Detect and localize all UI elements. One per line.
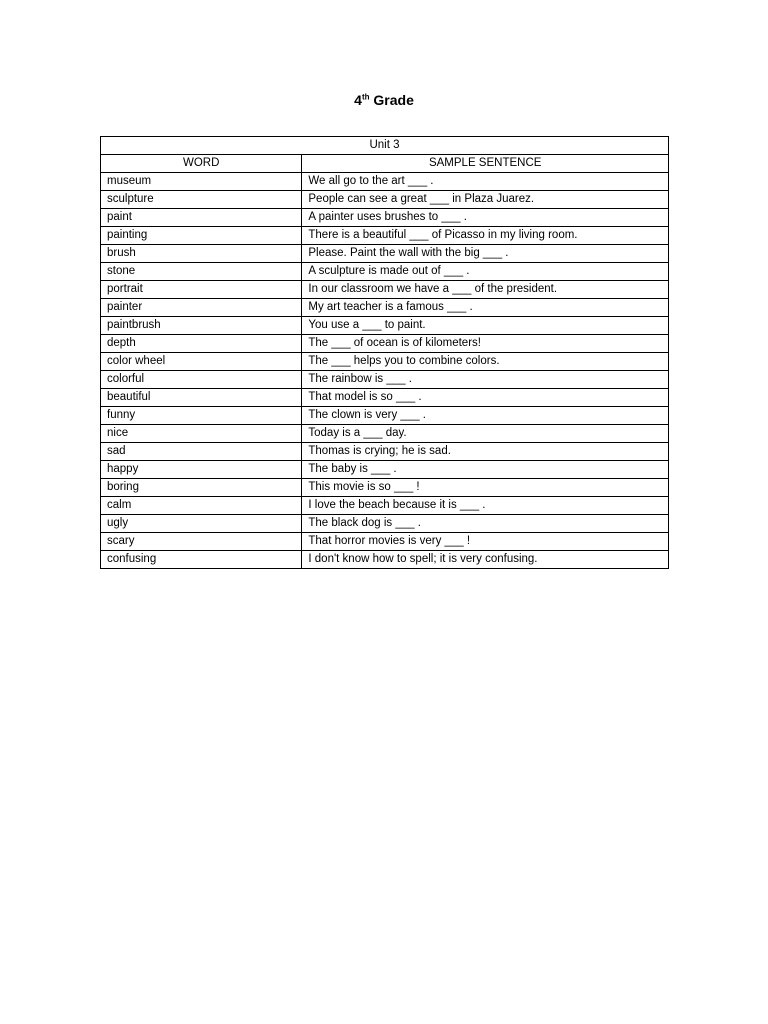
table-row [101, 443, 669, 461]
sentence-cell: The black dog is ___ . [302, 515, 669, 533]
table-row [101, 173, 669, 191]
table-row [101, 317, 669, 335]
table-row [101, 209, 669, 227]
word-cell: sculpture [101, 191, 302, 209]
word-cell: confusing [101, 551, 302, 569]
word-cell: ugly [101, 515, 302, 533]
sentence-cell: In our classroom we have a ___ of the president. [302, 281, 669, 299]
word-cell: calm [101, 497, 302, 515]
word-cell: painting [101, 227, 302, 245]
word-cell: brush [101, 245, 302, 263]
sentence-cell: I love the beach because it is ___ . [302, 497, 669, 515]
table-row [101, 479, 669, 497]
word-cell: boring [101, 479, 302, 497]
sentence-cell: The clown is very ___ . [302, 407, 669, 425]
word-cell: depth [101, 335, 302, 353]
sentence-cell: The baby is ___ . [302, 461, 669, 479]
table-row [101, 335, 669, 353]
table-row [101, 281, 669, 299]
table-row [101, 461, 669, 479]
sentence-cell: Thomas is crying; he is sad. [302, 443, 669, 461]
sentence-cell: This movie is so ___ ! [302, 479, 669, 497]
word-cell: beautiful [101, 389, 302, 407]
sentence-cell: There is a beautiful ___ of Picasso in my living room. [302, 227, 669, 245]
column-header-row [101, 155, 669, 173]
word-cell: funny [101, 407, 302, 425]
table-row [101, 389, 669, 407]
table-row [101, 245, 669, 263]
sentence-cell: That model is so ___ . [302, 389, 669, 407]
unit-header: Unit 3 [101, 137, 669, 155]
sentence-cell: A sculpture is made out of ___ . [302, 263, 669, 281]
table-row [101, 191, 669, 209]
title-ordinal: th [361, 92, 370, 102]
sentence-cell: That horror movies is very ___ ! [302, 533, 669, 551]
table-row [101, 515, 669, 533]
word-cell: happy [101, 461, 302, 479]
sentence-cell: I don't know how to spell; it is very confusing. [302, 551, 669, 569]
table-row [101, 299, 669, 317]
table-row [101, 551, 669, 569]
word-cell: color wheel [101, 353, 302, 371]
page-title [0, 92, 768, 108]
vocabulary-table [100, 136, 669, 569]
table-row [101, 371, 669, 389]
table-row [101, 353, 669, 371]
word-cell: stone [101, 263, 302, 281]
sentence-cell: A painter uses brushes to ___ . [302, 209, 669, 227]
sentence-cell: The ___ of ocean is of kilometers! [302, 335, 669, 353]
word-cell: sad [101, 443, 302, 461]
table-row [101, 227, 669, 245]
sentence-cell: We all go to the art ___ . [302, 173, 669, 191]
table-row [101, 263, 669, 281]
sentence-cell: People can see a great ___ in Plaza Juarez. [302, 191, 669, 209]
sentence-cell: The rainbow is ___ . [302, 371, 669, 389]
word-cell: paintbrush [101, 317, 302, 335]
sentence-cell: My art teacher is a famous ___ . [302, 299, 669, 317]
word-column-header: WORD [101, 155, 302, 173]
sentence-cell: The ___ helps you to combine colors. [302, 353, 669, 371]
unit-row [101, 137, 669, 155]
title-grade: Grade [369, 92, 414, 108]
word-cell: colorful [101, 371, 302, 389]
word-cell: scary [101, 533, 302, 551]
vocabulary-rows [101, 173, 669, 569]
table-row [101, 497, 669, 515]
word-cell: nice [101, 425, 302, 443]
sentence-cell: Please. Paint the wall with the big ___ . [302, 245, 669, 263]
sentence-cell: You use a ___ to paint. [302, 317, 669, 335]
word-cell: museum [101, 173, 302, 191]
word-cell: painter [101, 299, 302, 317]
sentence-cell: Today is a ___ day. [302, 425, 669, 443]
word-cell: paint [101, 209, 302, 227]
title-number: 4 [354, 92, 362, 108]
sentence-column-header: SAMPLE SENTENCE [302, 155, 669, 173]
table-row [101, 533, 669, 551]
table-row [101, 407, 669, 425]
table-row [101, 425, 669, 443]
word-cell: portrait [101, 281, 302, 299]
